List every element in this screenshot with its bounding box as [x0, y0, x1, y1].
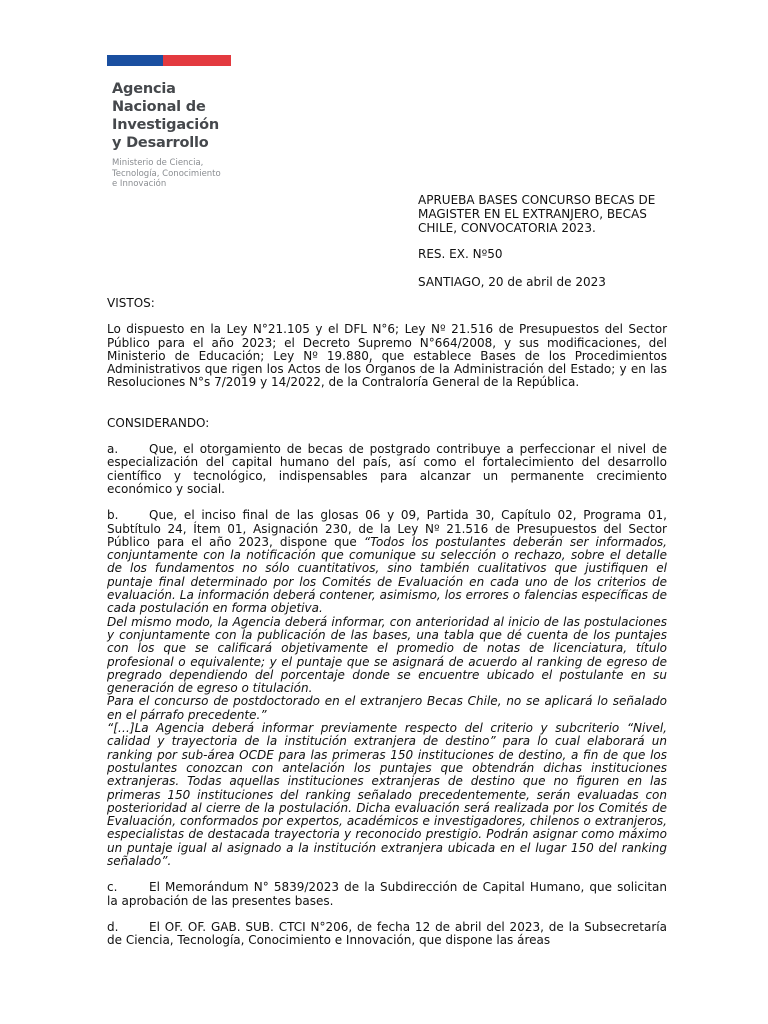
quoted-paragraph [107, 722, 667, 868]
item-label: b. [107, 508, 119, 523]
quoted-paragraph [107, 695, 667, 722]
considerando-a [107, 443, 667, 496]
agency-name-line: Investigación [112, 117, 219, 133]
ministry-line: Tecnología, Conocimiento [112, 168, 221, 179]
ministry-line: e Innovación [112, 179, 167, 189]
agency-logo [112, 80, 221, 190]
item-label: c. [107, 880, 118, 895]
agency-name-line: y Desarrollo [112, 135, 209, 151]
vistos-text: Lo dispuesto en la Ley N°21.105 y el DFL N°6; Ley Nº 21.516 de Presupuestos del Sector Público para el año 2023; el Decreto Supremo N°664/2008, y sus modificaciones, del Ministerio de Educación; Ley Nº 19.880, que establece Bases de los Procedimientos Administrativos que rigen los Actos de los Órganos de la Administración del Estado; y en las Resoluciones N°s 7/2019 y 14/2022, de la Contraloría General de la República. [107, 322, 667, 390]
considerando-heading: CONSIDERANDO: [107, 415, 210, 430]
vistos-heading: VISTOS: [107, 296, 155, 310]
agency-name-line: Agencia [112, 81, 176, 97]
ministry-name [112, 158, 221, 190]
document-title: APRUEBA BASES CONCURSO BECAS DE MAGISTER EN EL EXTRANJERO, BECAS CHILE, CONVOCATORIA 2023. [418, 193, 656, 235]
agency-name [112, 80, 221, 152]
quoted-text: Para el concurso de postdoctorado en el extranjero Becas Chile, no se aplicará lo señalado en el párrafo precedente.” [107, 694, 667, 722]
quoted-text: Del mismo modo, la Agencia deberá informar, con anterioridad al inicio de las postulaciones y conjuntamente con la publicación de las bases, una tabla que dé cuenta de los puntajes con los que se calificará objetivamente el promedio de notas de licenciatura, título profesional o equivalente; y el puntaje que se asignará de acuerdo al ranking de egreso de pregrado dependiendo del porcentaje donde se encuentre ubicado el postulante en su generación de egreso o titulación. [107, 614, 667, 696]
quoted-text: “[…]La Agencia deberá informar previamente respecto del criterio y subcriterio “Nivel, calidad y trayectoria de la institución extranjera de destino” para lo cual elaborará un ranking por sub-área OCDE para las primeras 150 instituciones de destino, a fin de que los postulantes conozcan con antelación los puntajes que obtendrán dichas instituciones extranjeras. Todas aquellas instituciones extranjeras de destino que no figuren en las primeras 150 instituciones del ranking señalado precedentemente, serán evaluadas con posterioridad al cierre de la postulación. Dicha evaluación será realizada por los Comités de Evaluación, conformados por expertos, académicos e investigadores, chilenos o extranjeros, especialistas de destacada trayectoria y reconocido prestigio. Podrán asignar como máximo un puntaje igual al asignado a la institución extranjera ubicada en el lugar 150 del ranking señalado”. [107, 721, 667, 868]
flag-red-segment [163, 55, 231, 66]
item-text: El Memorándum N° 5839/2023 de la Subdirección de Capital Humano, que solicitan la aprobación de las presentes bases. [107, 880, 667, 908]
considerando-d [107, 921, 667, 948]
item-text: El OF. OF. GAB. SUB. CTCI N°206, de fecha 12 de abril del 2023, de la Subsecretaría de Ciencia, Tecnología, Conocimiento e Innovación, que dispone las áreas [107, 919, 667, 948]
considerando-b-intro [107, 509, 667, 615]
considerando-c [107, 881, 667, 908]
item-text: Que, el inciso final de las glosas 06 y 09, Partida 30, Capítulo 02, Programa 01, Subtítulo 24, Ítem 01, Asignación 230, de la Ley Nº 21.516 de Presupuestos del Sector Público para el año 2023, dispone que [107, 508, 667, 549]
place-date: SANTIAGO, 20 de abril de 2023 [418, 275, 606, 289]
quoted-paragraph [107, 616, 667, 696]
item-label: d. [107, 919, 119, 934]
resolution-number: RES. EX. Nº50 [418, 247, 503, 261]
agency-name-line: Nacional de [112, 99, 206, 115]
chile-flag-bar [107, 55, 231, 66]
document-heading [418, 193, 688, 289]
item-text: Que, el otorgamiento de becas de postgrado contribuye a perfeccionar el nivel de especialización del capital humano del país, así como el fortalecimiento del desarrollo científico y tecnológico, indispensables para alcanzar un permanente crecimiento económico y social. [107, 442, 667, 496]
document-body [107, 297, 667, 947]
flag-blue-segment [107, 55, 163, 66]
considerando-b [107, 509, 667, 868]
item-label: a. [107, 442, 119, 457]
ministry-line: Ministerio de Ciencia, [112, 158, 204, 168]
quoted-text: “Todos los postulantes deberán ser informados, conjuntamente con la notificación que comunique su selección o rechazo, sobre el detalle de los fundamentos no sólo cuantitativos, sino también cualitativos que justifiquen el puntaje final determinado por los Comités de Evaluación en cada uno de los criterios de evaluación. La información deberá contener, asimismo, los errores o falencias específicas de cada postulación en forma objetiva. [107, 534, 667, 616]
